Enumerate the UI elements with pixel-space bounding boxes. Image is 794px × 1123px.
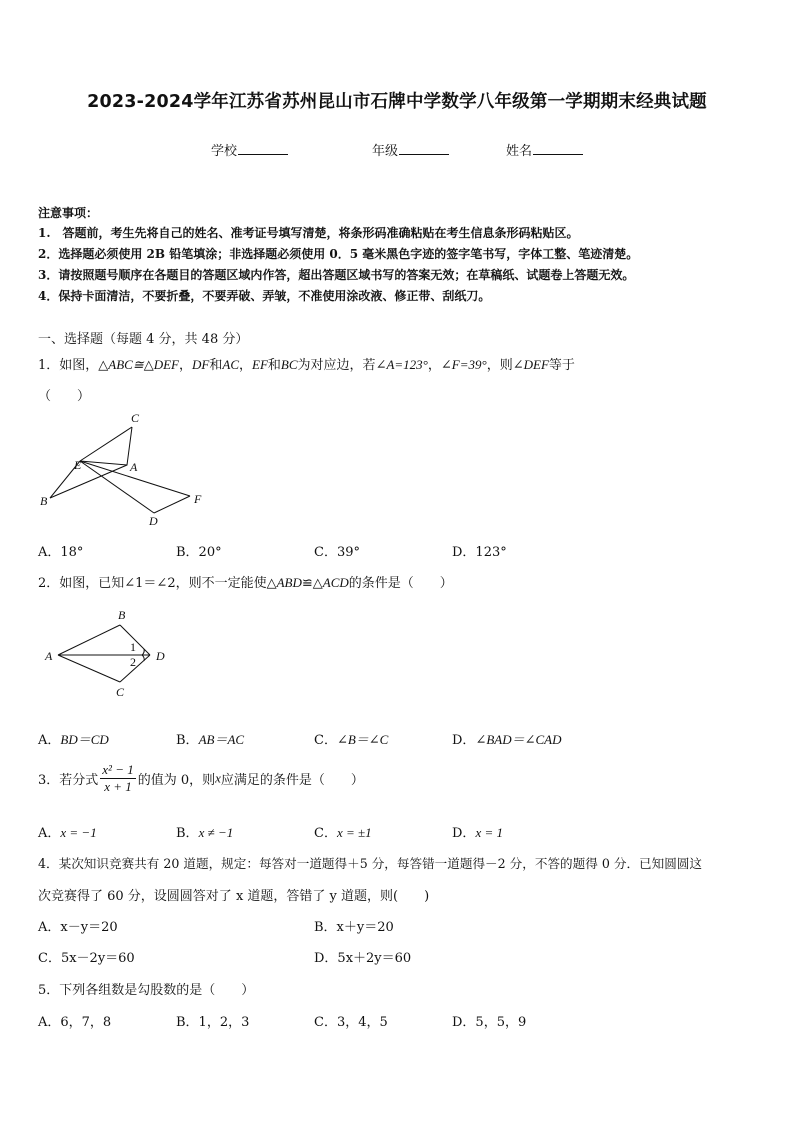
q2-option-a[interactable]: A．BD＝CD — [38, 732, 109, 748]
name-field[interactable] — [506, 140, 583, 159]
question-3: 3．若分式 $\frac{\text{x² − 1}}{x + 1}$ 的值为 0，则x应满足的条件是（ ） — [38, 762, 364, 794]
label-angle-1: 1 — [130, 640, 136, 654]
q1-option-d[interactable]: D．123° — [452, 545, 507, 560]
question-2: 2．如图，已知∠1＝∠2，则不一定能使△ABD≌△ACD的条件是（ ） — [38, 575, 453, 591]
q4-option-b[interactable]: B．x＋y＝20 — [314, 920, 394, 935]
line-CE — [80, 427, 132, 461]
q5-option-b[interactable]: B．1，2，3 — [176, 1015, 250, 1030]
note-item: 2．选择题必须使用 2B 铅笔填涂；非选择题必须使用 0．5 毫米黑色字迹的签字笔书写，字体工整、笔迹清楚。 — [38, 247, 639, 261]
grade-field[interactable] — [372, 140, 449, 159]
q3-option-a[interactable]: A．x = −1 — [38, 825, 97, 841]
label-A: A — [130, 460, 138, 474]
figure-q2 — [38, 605, 178, 700]
q2-option-c[interactable]: C．∠B＝∠C — [314, 732, 389, 748]
q5-option-d[interactable]: D．5，5，9 — [452, 1015, 527, 1030]
school-field[interactable] — [211, 140, 288, 159]
note-item: 1. 答题前，考生先将自己的姓名、准考证号填写清楚，将条形码准确粘贴在考生信息条形码粘贴区。 — [38, 226, 579, 240]
note-item: 4．保持卡面清洁，不要折叠，不要弄破、弄皱，不准使用涂改液、修正带、刮纸刀。 — [38, 289, 491, 303]
label-A: A — [45, 649, 53, 663]
triangle-ABC-side — [80, 427, 132, 465]
q3-option-c[interactable]: C．x = ±1 — [314, 825, 372, 841]
line-AB — [58, 625, 120, 655]
q4-option-c[interactable]: C．5x－2y＝60 — [38, 951, 135, 966]
school-label: 学校 — [211, 144, 238, 159]
figure-q1 — [34, 405, 224, 535]
label-D: D — [156, 649, 165, 663]
question-5: 5．下列各组数是勾股数的是（ ） — [38, 983, 255, 998]
q5-option-a[interactable]: A．6，7，8 — [38, 1015, 112, 1030]
q5-option-c[interactable]: C．3，4，5 — [314, 1015, 388, 1030]
question-1-paren: （ ） — [38, 389, 91, 404]
grade-label: 年级 — [372, 144, 399, 159]
line-AC — [58, 655, 120, 682]
q3-option-b[interactable]: B．x ≠ −1 — [176, 825, 234, 841]
q4-option-d[interactable]: D．5x＋2y＝60 — [314, 951, 412, 966]
label-angle-2: 2 — [130, 655, 136, 669]
label-B: B — [40, 494, 48, 508]
fraction: $\frac{\text{x² − 1}}{x + 1}$ — [102, 762, 134, 794]
school-blank[interactable] — [238, 142, 288, 155]
q2-option-b[interactable]: B．AB＝AC — [176, 732, 245, 748]
label-C: C — [116, 685, 125, 699]
question-4-line-1: 4．某次知识竞赛共有 20 道题，规定：每答对一道题得＋5 分，每答错一道题得－2 分，不答的题得 0 分．已知圆圆这 — [38, 856, 703, 871]
question-1: 1．如图，△ABC≅△DEF，DF和AC，EF和BC为对应边，若∠A=123°，∠F=39°，则∠DEF等于 — [38, 357, 575, 373]
section-heading: 一、选择题（每题 4 分，共 48 分） — [38, 332, 249, 347]
q1-option-c[interactable]: C．39° — [314, 545, 360, 560]
label-D: D — [149, 514, 158, 528]
page-title: 2023-2024学年江苏省苏州昆山市石牌中学数学八年级第一学期期末经典试题 — [87, 92, 707, 112]
label-C: C — [131, 411, 140, 425]
note-item: 3．请按照题号顺序在各题目的答题区域内作答，超出答题区域书写的答案无效；在草稿纸、试题卷上答题无效。 — [38, 268, 635, 282]
line-DF — [154, 496, 190, 513]
line-BA — [50, 465, 127, 498]
q3-option-d[interactable]: D．x = 1 — [452, 825, 503, 841]
angle-2-arc — [142, 655, 144, 661]
label-B: B — [118, 608, 126, 622]
q1-option-a[interactable]: A．18° — [38, 545, 84, 560]
grade-blank[interactable] — [399, 142, 449, 155]
angle-1-arc — [142, 649, 144, 655]
name-label: 姓名 — [506, 144, 533, 159]
q2-option-d[interactable]: D．∠BAD＝∠CAD — [452, 732, 562, 748]
q4-option-a[interactable]: A．x－y＝20 — [38, 920, 118, 935]
label-E: E — [74, 458, 82, 472]
name-blank[interactable] — [533, 142, 583, 155]
notes-heading: 注意事项： — [38, 206, 99, 220]
question-4-line-2: 次竞赛得了 60 分，设圆圆答对了 x 道题，答错了 y 道题，则( ) — [38, 889, 430, 904]
q1-option-b[interactable]: B．20° — [176, 545, 222, 560]
label-F: F — [194, 492, 202, 506]
